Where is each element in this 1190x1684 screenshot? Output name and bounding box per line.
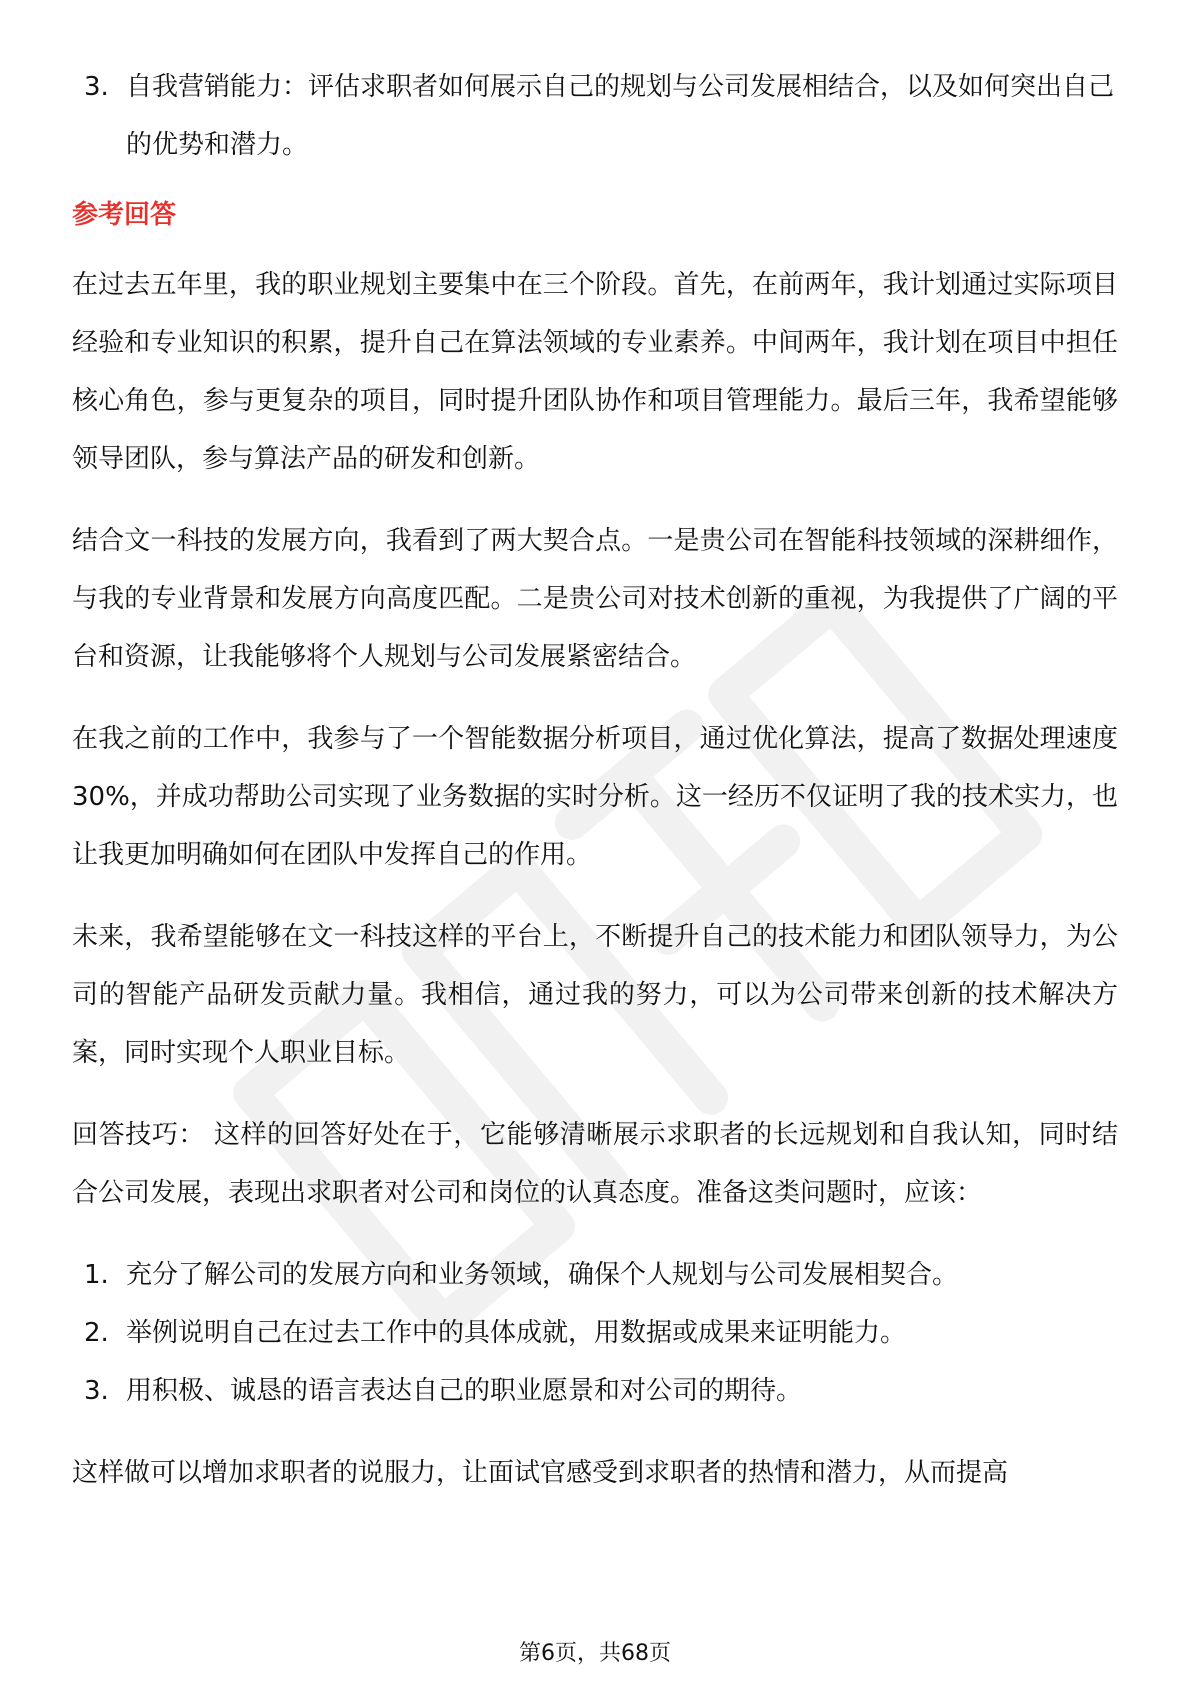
list-text: 自我营销能力：评估求职者如何展示自己的规划与公司发展相结合，以及如何突出自己的优势和潜力。: [126, 72, 1115, 160]
list-text: 举例说明自己在过去工作中的具体成就，用数据或成果来证明能力。: [126, 1318, 907, 1348]
list-number: 2.: [84, 1318, 109, 1348]
closing-paragraph: 这样做可以增加求职者的说服力，让面试官感受到求职者的热情和潜力，从而提高: [72, 1458, 1009, 1488]
list-item: [72, 1304, 1118, 1362]
answer-paragraph-4: 未来，我希望能够在文一科技这样的平台上，不断提升自己的技术能力和团队领导力，为公司的智能产品研发贡献力量。我相信，通过我的努力，可以为公司带来创新的技术解决方案，同时实现个人职业目标。: [72, 922, 1118, 1068]
list-number: 1.: [84, 1260, 109, 1290]
tips-list: [72, 1246, 1118, 1420]
list-item: [72, 1362, 1118, 1420]
section-heading: 参考回答: [72, 200, 177, 230]
list-item: [72, 1246, 1118, 1304]
list-number: 3.: [84, 1376, 109, 1406]
answer-paragraph-2: 结合文一科技的发展方向，我看到了两大契合点。一是贵公司在智能科技领域的深耕细作，与我的专业背景和发展方向高度匹配。二是贵公司对技术创新的重视，为我提供了广阔的平台和资源，让我能够将个人规划与公司发展紧密结合。: [72, 526, 1118, 672]
list-text: 用积极、诚恳的语言表达自己的职业愿景和对公司的期待。: [126, 1376, 803, 1406]
page-number: 第6页，共68页: [519, 1641, 671, 1666]
evaluation-list: [72, 58, 1118, 174]
list-text: 充分了解公司的发展方向和业务领域，确保个人规划与公司发展相契合。: [126, 1260, 959, 1290]
answer-paragraph-1: 在过去五年里，我的职业规划主要集中在三个阶段。首先，在前两年，我计划通过实际项目经验和专业知识的积累，提升自己在算法领域的专业素养。中间两年，我计划在项目中担任核心角色，参与更复杂的项目，同时提升团队协作和项目管理能力。最后三年，我希望能够领导团队，参与算法产品的研发和创新。: [72, 270, 1118, 474]
answer-paragraph-3: 在我之前的工作中，我参与了一个智能数据分析项目，通过优化算法，提高了数据处理速度30%，并成功帮助公司实现了业务数据的实时分析。这一经历不仅证明了我的技术实力，也让我更加明确如何在团队中发挥自己的作用。: [72, 724, 1118, 870]
list-item: [72, 58, 1118, 174]
tips-intro-paragraph: 回答技巧： 这样的回答好处在于，它能够清晰展示求职者的长远规划和自我认知，同时结合公司发展，表现出求职者对公司和岗位的认真态度。准备这类问题时，应该：: [72, 1120, 1118, 1208]
list-number: 3.: [84, 72, 109, 102]
document-content: [72, 58, 1118, 1526]
